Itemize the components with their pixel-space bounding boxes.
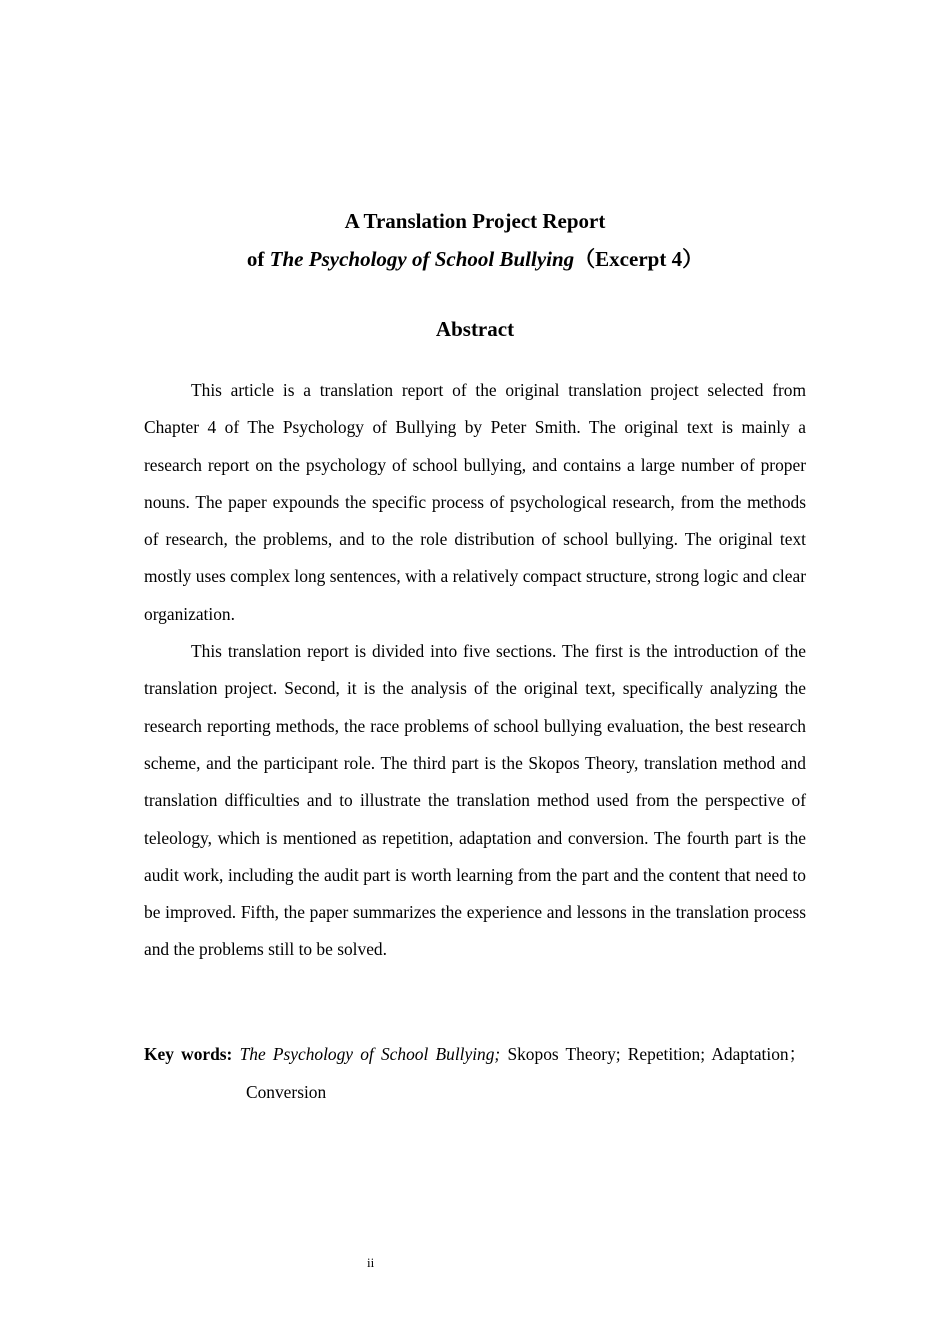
title-line-1: A Translation Project Report xyxy=(344,209,606,233)
abstract-paragraph-1: This article is a translation report of the original translation project selected from Chapter 4 of The Psychology of Bullying by Peter Smith. The original text is mainly a research report on the psychology of school bullying, and contains a large number of proper nouns. The paper expounds the specific process of psychological research, from the methods of research, the problems, and to the role distribution of school bullying. The original text mostly uses complex long sentences, with a relatively compact structure, strong logic and clear organization. xyxy=(144,380,806,624)
keywords-book-title: The Psychology of School Bullying; xyxy=(239,1044,501,1064)
page-number: ii xyxy=(367,1255,375,1270)
keywords-terms: Skopos Theory; Repetition; Adaptation；Conversion xyxy=(246,1044,806,1102)
report-title xyxy=(0,202,950,278)
book-title: The Psychology of School Bullying xyxy=(269,247,575,271)
abstract-body xyxy=(144,372,806,969)
title-suffix: （Excerpt 4） xyxy=(574,247,704,271)
title-prefix: of xyxy=(246,247,270,271)
keywords-label: Key words: xyxy=(144,1044,233,1064)
abstract-heading: Abstract xyxy=(435,317,515,341)
abstract-paragraph-2: This translation report is divided into five sections. The first is the introduction of the translation project. Second, it is the analysis of the original text, specifically analyzing the research reporting methods, the race problems of school bullying evaluation, the best research scheme, and the participant role. The third part is the Skopos Theory, translation method and translation difficulties and to illustrate the translation method used from the perspective of teleology, which is mentioned as repetition, adaptation and conversion. The fourth part is the audit work, including the audit part is worth learning from the part and the content that need to be improved. Fifth, the paper summarizes the experience and lessons in the translation process and the problems still to be solved. xyxy=(144,641,806,960)
keywords-line xyxy=(144,1036,806,1111)
title-line-2 xyxy=(0,240,950,278)
